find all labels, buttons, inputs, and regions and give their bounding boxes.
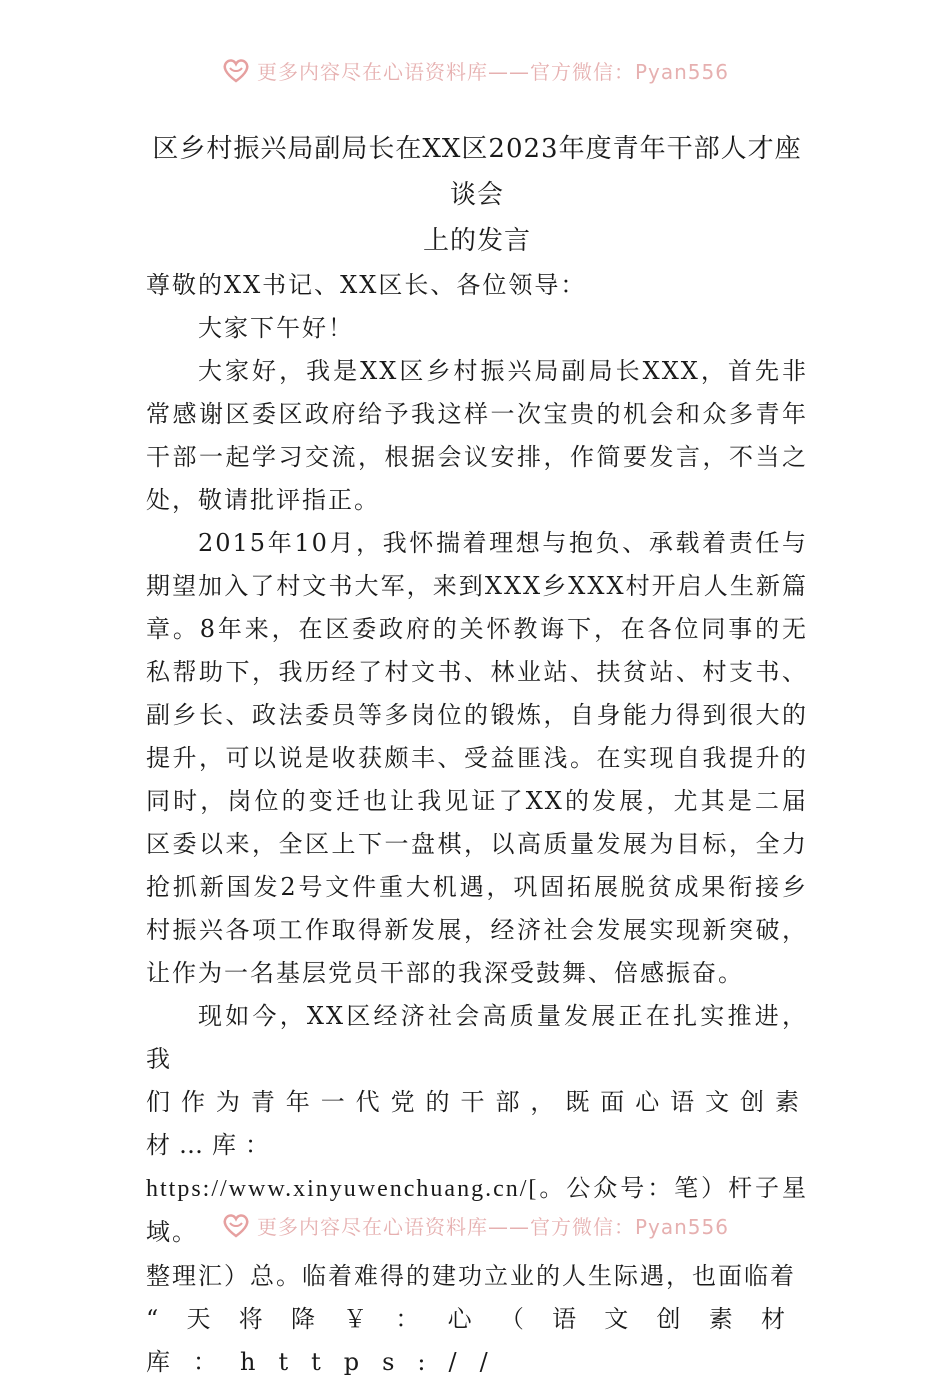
paragraph-outlook [146, 995, 808, 1384]
document-body [146, 126, 808, 1384]
heart-logo-icon [221, 1211, 251, 1239]
greeting: 大家下午好！ [198, 314, 354, 342]
paragraph-experience: 2015年10月，我怀揣着理想与抱负、承载着责任与期望加入了村文书大军，来到XXX乡XXX村开启人生新篇章。8年来，在区委政府的关怀教诲下，在各位同事的无私帮助下，我历经了村文书、林业站、扶贫站、村支书、副乡长、政法委员等多岗位的锻炼，自身能力得到很大的提升，可以说是收获颇丰、受益匪浅。在实现自我提升的同时，岗位的变迁也让我见证了XX的发展，尤其是二届区委以来，全区上下一盘棋，以高质量发展为目标，全力抢抓新国发2号文件重大机遇，巩固拓展脱贫成果衔接乡村振兴各项工作取得新发展，经济社会发展实现新突破，让作为一名基层党员干部的我深受鼓舞、倍感振奋。 [146, 529, 808, 987]
outlook-line-1: 现如今，XX区经济社会高质量发展正在扎实推进，我 [146, 1002, 808, 1073]
paragraph-intro: 大家好，我是XX区乡村振兴局副局长XXX，首先非常感谢区委区政府给予我这样一次宝贵的机会和众多青年干部一起学习交流，根据会议安排，作简要发言，不当之处，敬请批评指正。 [146, 357, 808, 514]
watermark-text: 更多内容尽在心语资料库——官方微信：Pyan556 [256, 1214, 729, 1239]
outlook-line-2: 们作为青年一代党的干部，既面心语文创素材…库： [146, 1088, 808, 1159]
title-line-2: 上的发言 [422, 226, 531, 256]
footer-watermark [0, 1205, 950, 1245]
document-title [146, 126, 808, 264]
salutation: 尊敬的XX书记、XX区长、各位领导： [146, 271, 587, 299]
outlook-line-3: https://www.xinyuwenchuang.cn/[。公众号：笔）杆子星域。 [146, 1176, 808, 1246]
heart-logo-icon [221, 56, 251, 84]
outlook-line-4: 整理汇）总。临着难得的建功立业的人生际遇，也面临着 [146, 1262, 796, 1290]
outlook-line-5: “天将降￥：心（语文创素材库：https:// [146, 1305, 808, 1376]
watermark-text: 更多内容尽在心语资料库——官方微信：Pyan556 [256, 59, 729, 84]
title-line-1: 区乡村振兴局副局长在XX区2023年度青年干部人才座谈会 [152, 134, 802, 210]
header-watermark [0, 50, 950, 90]
